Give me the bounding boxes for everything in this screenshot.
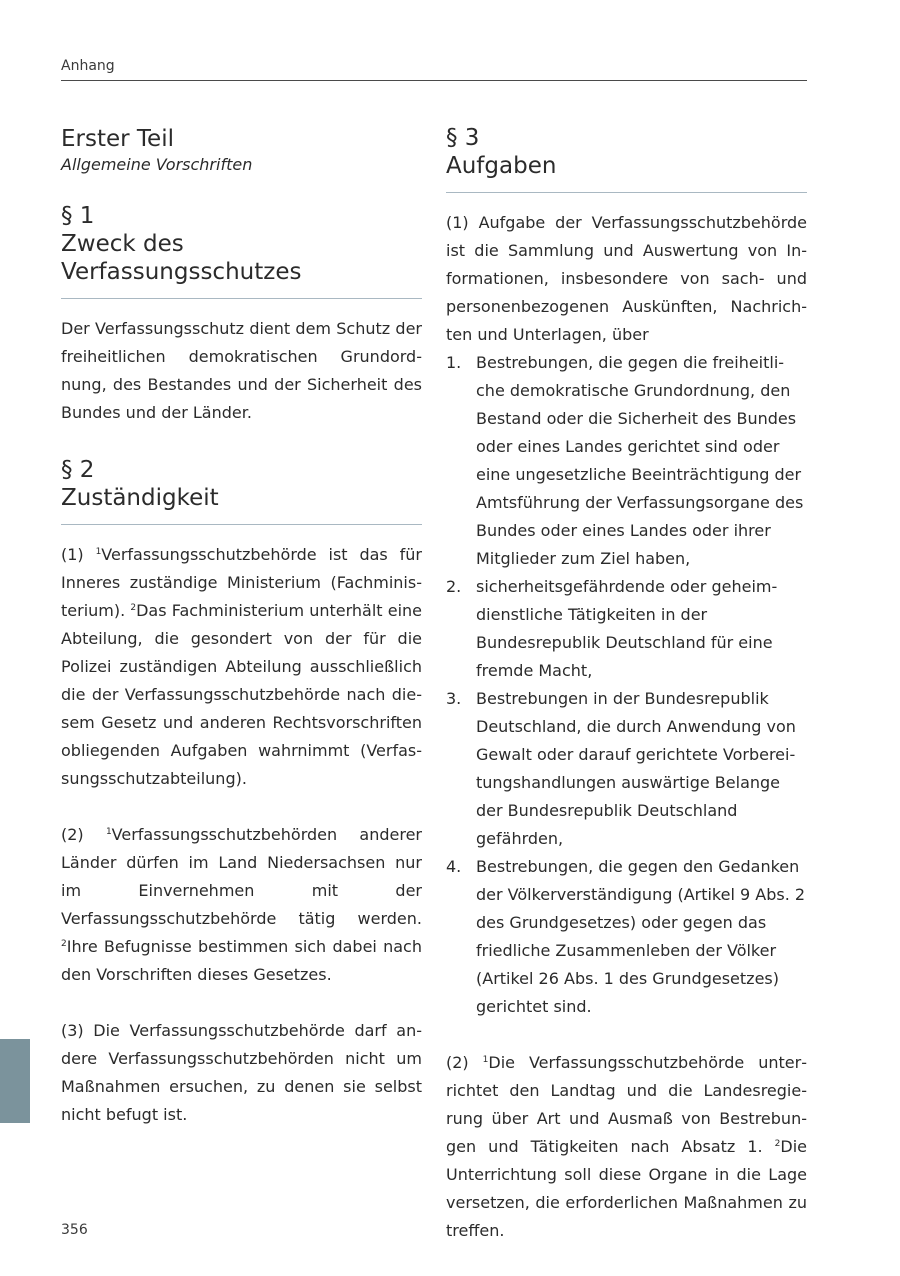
- list-number: 1.: [446, 353, 462, 372]
- section-2-paragraph-3: (3) Die Verfassungsschutzbehörde darf andere Verfassungsschutzbehörden nicht um Maßnahmen ersuchen, zu denen sie selbst nicht befugt ist.: [61, 1021, 422, 1124]
- section-2-number: § 2: [61, 457, 95, 483]
- list-item: [446, 573, 807, 685]
- list-item: [446, 853, 807, 1021]
- sentence: Ihre Befugnisse bestimmen sich dabei nach den Vorschriften dieses Gesetzes.: [61, 937, 422, 984]
- paragraph-label: (2): [61, 825, 106, 844]
- header-rule: [61, 80, 807, 81]
- section-3-number: § 3: [446, 125, 480, 151]
- section-2-paragraph-2: [61, 821, 422, 989]
- paragraph-label: (2): [446, 1053, 483, 1072]
- section-3-paragraph-1: (1) Aufgabe der Verfassungsschutzbehörde ist die Sammlung und Auswertung von Informationen, insbesondere von sach- und personenbezogenen Auskünften, Nachrichten und Unterlagen, über: [446, 213, 807, 344]
- section-1: [61, 202, 422, 427]
- task-list: [446, 349, 807, 1021]
- right-column: [446, 124, 807, 1245]
- part-title: Erster Teil: [61, 126, 174, 152]
- list-number: 2.: [446, 577, 462, 596]
- section-1-title: Zweck des Verfassungsschutzes: [61, 231, 302, 285]
- list-text: Bestrebungen, die gegen die freiheitliche demokratische Grundordnung, den Bestand oder die Sicherheit des Bundes oder eines Landes gerichtet sind oder eine ungesetzliche Beeinträchtigung der Amtsführung der Verfassungsorgane des Bundes oder eines Landes oder ihrer Mitglieder zum Ziel haben,: [476, 353, 804, 568]
- list-item: [446, 685, 807, 853]
- section-3-rule: [446, 192, 807, 193]
- section-2-title: Zuständigkeit: [61, 485, 219, 511]
- list-text: sicherheitsgefährdende oder geheimdienstliche Tätigkeiten in der Bundesrepublik Deutschland für eine fremde Macht,: [476, 577, 778, 680]
- list-number: 4.: [446, 857, 462, 876]
- section-3-paragraph-2: [446, 1049, 807, 1245]
- sentence-marker: 2: [774, 1139, 781, 1149]
- sentence-marker: 1: [482, 1055, 489, 1065]
- section-1-text: Der Verfassungsschutz dient dem Schutz der freiheitlichen demokratischen Grundordnung, des Bestandes und der Sicherheit des Bundes und der Länder.: [61, 319, 422, 422]
- sentence: Die Unterrichtung soll diese Organe in die Lage versetzen, die erforderlichen Maßnahmen zu treffen.: [446, 1137, 807, 1240]
- list-number: 3.: [446, 689, 462, 708]
- section-2: [61, 456, 422, 1129]
- sentence: Die Verfassungsschutzbehörde unterrichtet den Landtag und die Landesregierung über Art und Ausmaß von Bestrebungen und Tätigkeiten nach Absatz 1.: [446, 1053, 808, 1156]
- left-column: [61, 124, 422, 1129]
- sentence: Verfassungsschutzbehörde ist das für Inneres zuständige Ministerium (Fachministerium).: [61, 545, 423, 620]
- section-1-rule: [61, 298, 422, 299]
- sentence: Verfassungsschutzbehörden anderer Länder dürfen im Land Niedersachsen nur im Einvernehmen mit der Verfassungsschutzbehörde tätig werden.: [61, 825, 422, 928]
- list-text: Bestrebungen in der Bundesrepublik Deutschland, die durch Anwendung von Gewalt oder darauf gerichtete Vorbereitungshandlungen auswärtige Belange der Bundesrepublik Deutschland gefährden,: [476, 689, 796, 848]
- chapter-side-tab: [0, 1039, 30, 1123]
- list-item: [446, 349, 807, 573]
- section-3-title: Aufgaben: [446, 153, 557, 179]
- sentence-marker: 1: [105, 827, 112, 837]
- paragraph-label: (1): [61, 545, 96, 564]
- section-2-rule: [61, 524, 422, 525]
- sentence-marker: 2: [130, 603, 137, 613]
- section-2-paragraph-1: [61, 541, 422, 793]
- sentence-marker: 1: [95, 547, 102, 557]
- sentence-marker: 2: [61, 939, 67, 949]
- sentence: Das Fachministerium unterhält eine Abteilung, die gesondert von der für die Polizei zuständigen Abteilung ausschließlich die der Verfassungsschutzbehörde nach diesem Gesetz und anderen Rechtsvorschriften obliegenden Aufgaben wahrnimmt (Verfassungsschutzabteilung).: [61, 601, 423, 788]
- running-head: Anhang: [61, 58, 115, 74]
- list-text: Bestrebungen, die gegen den Gedanken der Völkerverständigung (Artikel 9 Abs. 2 des Grundgesetzes) oder gegen das friedliche Zusammenleben der Völker (Artikel 26 Abs. 1 des Grundgesetzes) gerichtet sind.: [476, 857, 806, 1016]
- section-3: [446, 124, 807, 1245]
- section-1-number: § 1: [61, 203, 95, 229]
- part-subtitle: Allgemeine Vorschriften: [61, 155, 253, 174]
- page-number: 356: [61, 1222, 88, 1238]
